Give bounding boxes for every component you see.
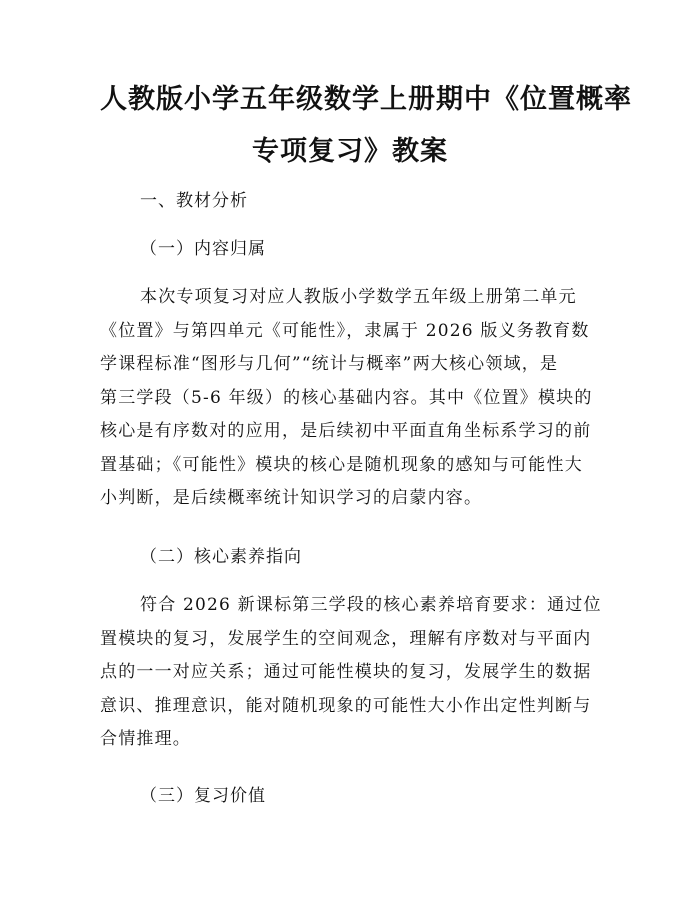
subsection-heading-review-value: （三）复习价值 <box>140 786 266 806</box>
subsection-heading-core-literacy: （二）核心素养指向 <box>140 547 302 567</box>
paragraph-line: 合情推理。 <box>100 729 191 749</box>
paragraph-line: 学课程标准“图形与几何”“统计与概率”两大核心领域，是 <box>100 354 559 374</box>
paragraph-line: 点的一一对应关系；通过可能性模块的复习，发展学生的数据 <box>100 662 592 682</box>
document-title-line-1: 人教版小学五年级数学上册期中《位置概率 <box>100 84 632 115</box>
paragraph-core-literacy <box>100 589 600 757</box>
paragraph-line: 置模块的复习，发展学生的空间观念，理解有序数对与平面内 <box>100 628 592 649</box>
section-heading-teaching-material-analysis: 一、教材分析 <box>140 191 248 211</box>
document-title-line-2: 专项复习》教案 <box>252 136 448 167</box>
paragraph-line: 置基础；《可能性》模块的核心是随机现象的感知与可能性大 <box>100 454 583 475</box>
paragraph-line: 意识、推理意识，能对随机现象的可能性大小作出定性判断与 <box>100 695 592 716</box>
paragraph-line: 《位置》与第四单元《可能性》，隶属于 2026 版义务教育数 <box>100 320 590 341</box>
paragraph-line: 本次专项复习对应人教版小学数学五年级上册第二单元 <box>140 287 577 307</box>
subsection-heading-content-scope: （一）内容归属 <box>140 239 266 259</box>
paragraph-line: 符合 2026 新课标第三学段的核心素养培育要求：通过位 <box>140 595 602 615</box>
paragraph-line: 核心是有序数对的应用，是后续初中平面直角坐标系学习的前 <box>100 421 592 441</box>
paragraph-line: 小判断，是后续概率统计知识学习的启蒙内容。 <box>100 488 483 508</box>
paragraph-line: 第三学段（5-6 年级）的核心基础内容。其中《位置》模块的 <box>100 387 593 408</box>
paragraph-content-scope <box>100 281 600 516</box>
